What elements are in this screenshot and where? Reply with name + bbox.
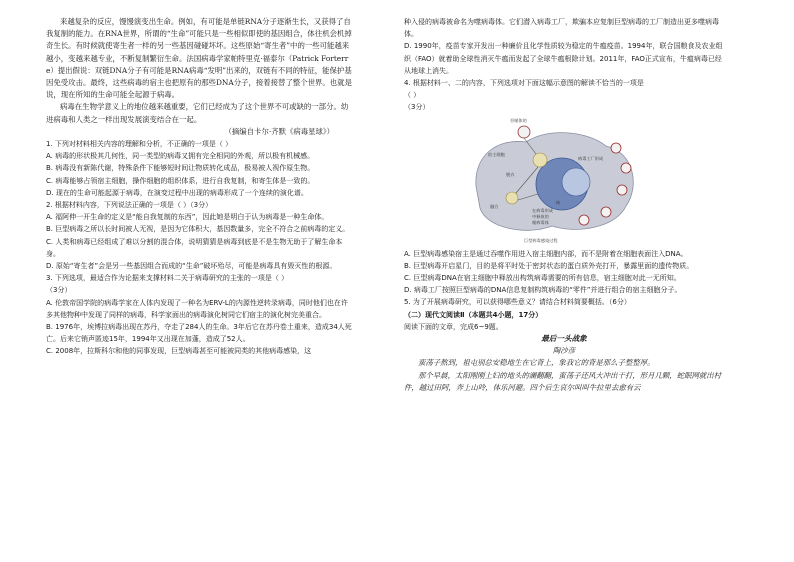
- option: D. 1990年，疫苗专家开发出一种廉价且化学性质较为稳定的牛瘟疫苗。1994年，联合国粮食及农业组织（FAO）就着助全球性消灭牛瘟而发起了全球牛瘟根除计划。2011年，FAO正式宣布，牛瘟病毒已经从地球上消失。: [404, 42, 723, 75]
- question-stem: 5. 为了开展病毒研究，可以获得哪些意义？请结合材料简要概括。（6分）: [404, 298, 631, 307]
- question-stem: 1. 下列对材料相关内容的理解和分析，不正确的一项是（ ）: [46, 140, 233, 149]
- question-score: （3分）: [46, 286, 72, 295]
- phagosome-shape: [533, 153, 547, 167]
- virion-icon: [617, 185, 627, 195]
- source-citation: （摘编自卡尔·齐默《病毒星球》）: [224, 126, 334, 136]
- option-continuation: 种入侵的病毒被命名为噬病毒体。它们潜入病毒工厂，欺骗本应复制巨型病毒的工厂制造出更多噬病毒体。: [404, 18, 719, 39]
- story-paragraph: 蛮荡子熬到，祖屯别总安稳地生在它背上，象我它的背是那么子整整厚。: [418, 358, 655, 368]
- fig-caption: 巨型病毒感染过程: [524, 237, 558, 243]
- infection-diagram: [466, 116, 644, 246]
- option: B. 巨型病毒之所以长时间被人无视，是因为它体积大，基因数量多，完全不符合之前病毒的定义。: [46, 225, 350, 234]
- fig-label: 脱衣: [506, 171, 515, 177]
- option: B. 1976年，埃博拉病毒出现在苏丹，夺走了284人的生命。3年后它在苏丹卷土重来，造成34人死亡。后来它销声匿迹15年，1994年又出现在加蓬，造成了52人。: [46, 323, 352, 344]
- option: C. 2008年，拉斯科尔和他的同事发现，巨型病毒甚至可能被同类的其他病毒感染，这: [46, 347, 312, 356]
- fig-label: 吞噬体的: [510, 117, 527, 123]
- fig-label: 中释放的: [532, 213, 549, 219]
- fig-label: 病毒工厂形成: [578, 155, 604, 161]
- option: C. 巨型病毒DNA在宿主细胞中释放出构筑病毒需要的所有信息，宿主细胞对此一无所知。: [404, 274, 681, 283]
- option: D. 原始“寄生者”会是另一些基因组合而成的“生命”破坏殆尽，可能是病毒具有毁灭性的根源。: [46, 262, 337, 271]
- option: D. 现在的生命可能起源于病毒，在演变过程中出现的病毒形成了一个连续的演化谱。: [46, 188, 308, 197]
- fusion-shape: [506, 192, 518, 204]
- fig-label: 在病毒形成: [532, 207, 553, 213]
- virion-icon: [579, 215, 589, 225]
- question-stem: 3. 下列选项，最适合作为论据来支撑材料二关于病毒研究的主张的一项是（ ）: [46, 274, 289, 283]
- left-column: [46, 16, 352, 358]
- option: A. 福阿伸一开生命的定义是“能自我复制的东西”，因此她是明白于认为病毒是一种生命体。: [46, 213, 329, 222]
- virion-icon: [621, 163, 631, 173]
- fig-label: 宿主细胞: [488, 151, 505, 157]
- option: C. 病毒能够占领宿主细胞，操作细胞的组织体系，进行自我复制，和寄生体是一致的。: [46, 176, 315, 185]
- story-author: 陶沙彦: [552, 346, 576, 356]
- virion-icon: [601, 207, 611, 217]
- story-title: 最后一头战象: [541, 334, 587, 344]
- body-paragraph: 来越复杂的反应，馒馒演变出生命。例如，有可能是单链RNA分子逐渐生长，又获得了自我复制的能力。在RNA世界，所谓的“生命”可能只是一些相似即使的基因组合，体往机会机掉奇生长。有时候就使寄生者一样的另一些基因碰碰坏坏。这些原始“寄生者”中的一些可能越来越小，变越来越专业，不断复制繁衍生命。法国病毒学家帕特里克·福泰尔（Patrick Forterre）提出假说：双链DNA分子有可能是RNA病毒“发明”出来的，双链有不同的特征，能保护基因免受攻击。最终，这些病毒的宿主也把原有的那些DNA分子，接着接替了整个世界。也就是说，现在所知的生命可能全起源于病毒。: [46, 17, 352, 100]
- question-stem: 4. 根据材料一、二的内容，下列选项对下面这幅示意图的解读不恰当的一项是: [404, 79, 644, 88]
- option: C. 人类和病毒已经组成了难以分割的混合体，说明猜猜是病毒到底是不是生物无助于了解生命本身。: [46, 237, 343, 258]
- virus-factory-shape: [562, 168, 590, 196]
- fig-label: 核: [556, 199, 561, 205]
- option: B. 病毒没有新陈代谢，特殊条件下能够短时间让物质转化成品，极易被人视作原生物。: [46, 164, 315, 173]
- instruction: 阅读下面的文章，完成6~9题。: [404, 322, 503, 331]
- virion-icon: [611, 143, 621, 153]
- diagram-svg: [466, 116, 644, 246]
- answer-paren: （ ）: [404, 91, 421, 100]
- question-stem: 2. 根据材料内容，下列说法正确的一项是（ ）（3分）: [46, 201, 213, 210]
- fig-label: 噬病毒体: [532, 219, 549, 225]
- story-paragraph: 那个早晨，太阳刚刚上妇的地头的澜翻翻，蛮荡子还风大冲出干打，形月几颗，蛇眠网就出村件，越过田阿，奔上山呤，体乐河避。四个后生哀尔叫叫牛拉里去愈有云: [404, 370, 722, 392]
- section-heading: （二）现代文阅读Ⅱ（本题共4小题，17分）: [404, 310, 543, 319]
- fig-label: 融合: [490, 203, 499, 209]
- option: B. 巨型病毒开启星门，目的是将平时处于密封状态的蛋白质外壳打开，暴露里面的遗传物质。: [404, 261, 694, 270]
- right-column: [404, 16, 724, 394]
- option: A. 伦敦帝国学院的病毒学家在人体内发现了一种名为ERV-L的内源性逆转录病毒，同时他们也在许多其他物种中发现了同样的病毒，科学家面出的病毒演化树同它们宿主的演化树完美重合。: [46, 298, 348, 319]
- body-paragraph: 病毒在生物学意义上的地位越来越重要，它们已经成为了这个世界不可或缺的一部分。幼进病毒和人类之一样出现发展演变结合在一起。: [46, 102, 349, 124]
- question-score: （3分）: [404, 103, 430, 112]
- option: D. 病毒工厂按照巨型病毒的DNA信息复制构筑病毒的“零件”并进行组合的宿主细胞分子。: [404, 286, 682, 295]
- option: A. 病毒的形状极其几何性，同一类型的病毒又拥有完全相同的外观，所以极有机械感。: [46, 152, 315, 161]
- virion-icon: [518, 126, 530, 138]
- option: A. 巨型病毒感染宿主是通过吞噬作用进入宿主细胞内部，而不是附着在细胞表面注入DNA。: [404, 249, 688, 258]
